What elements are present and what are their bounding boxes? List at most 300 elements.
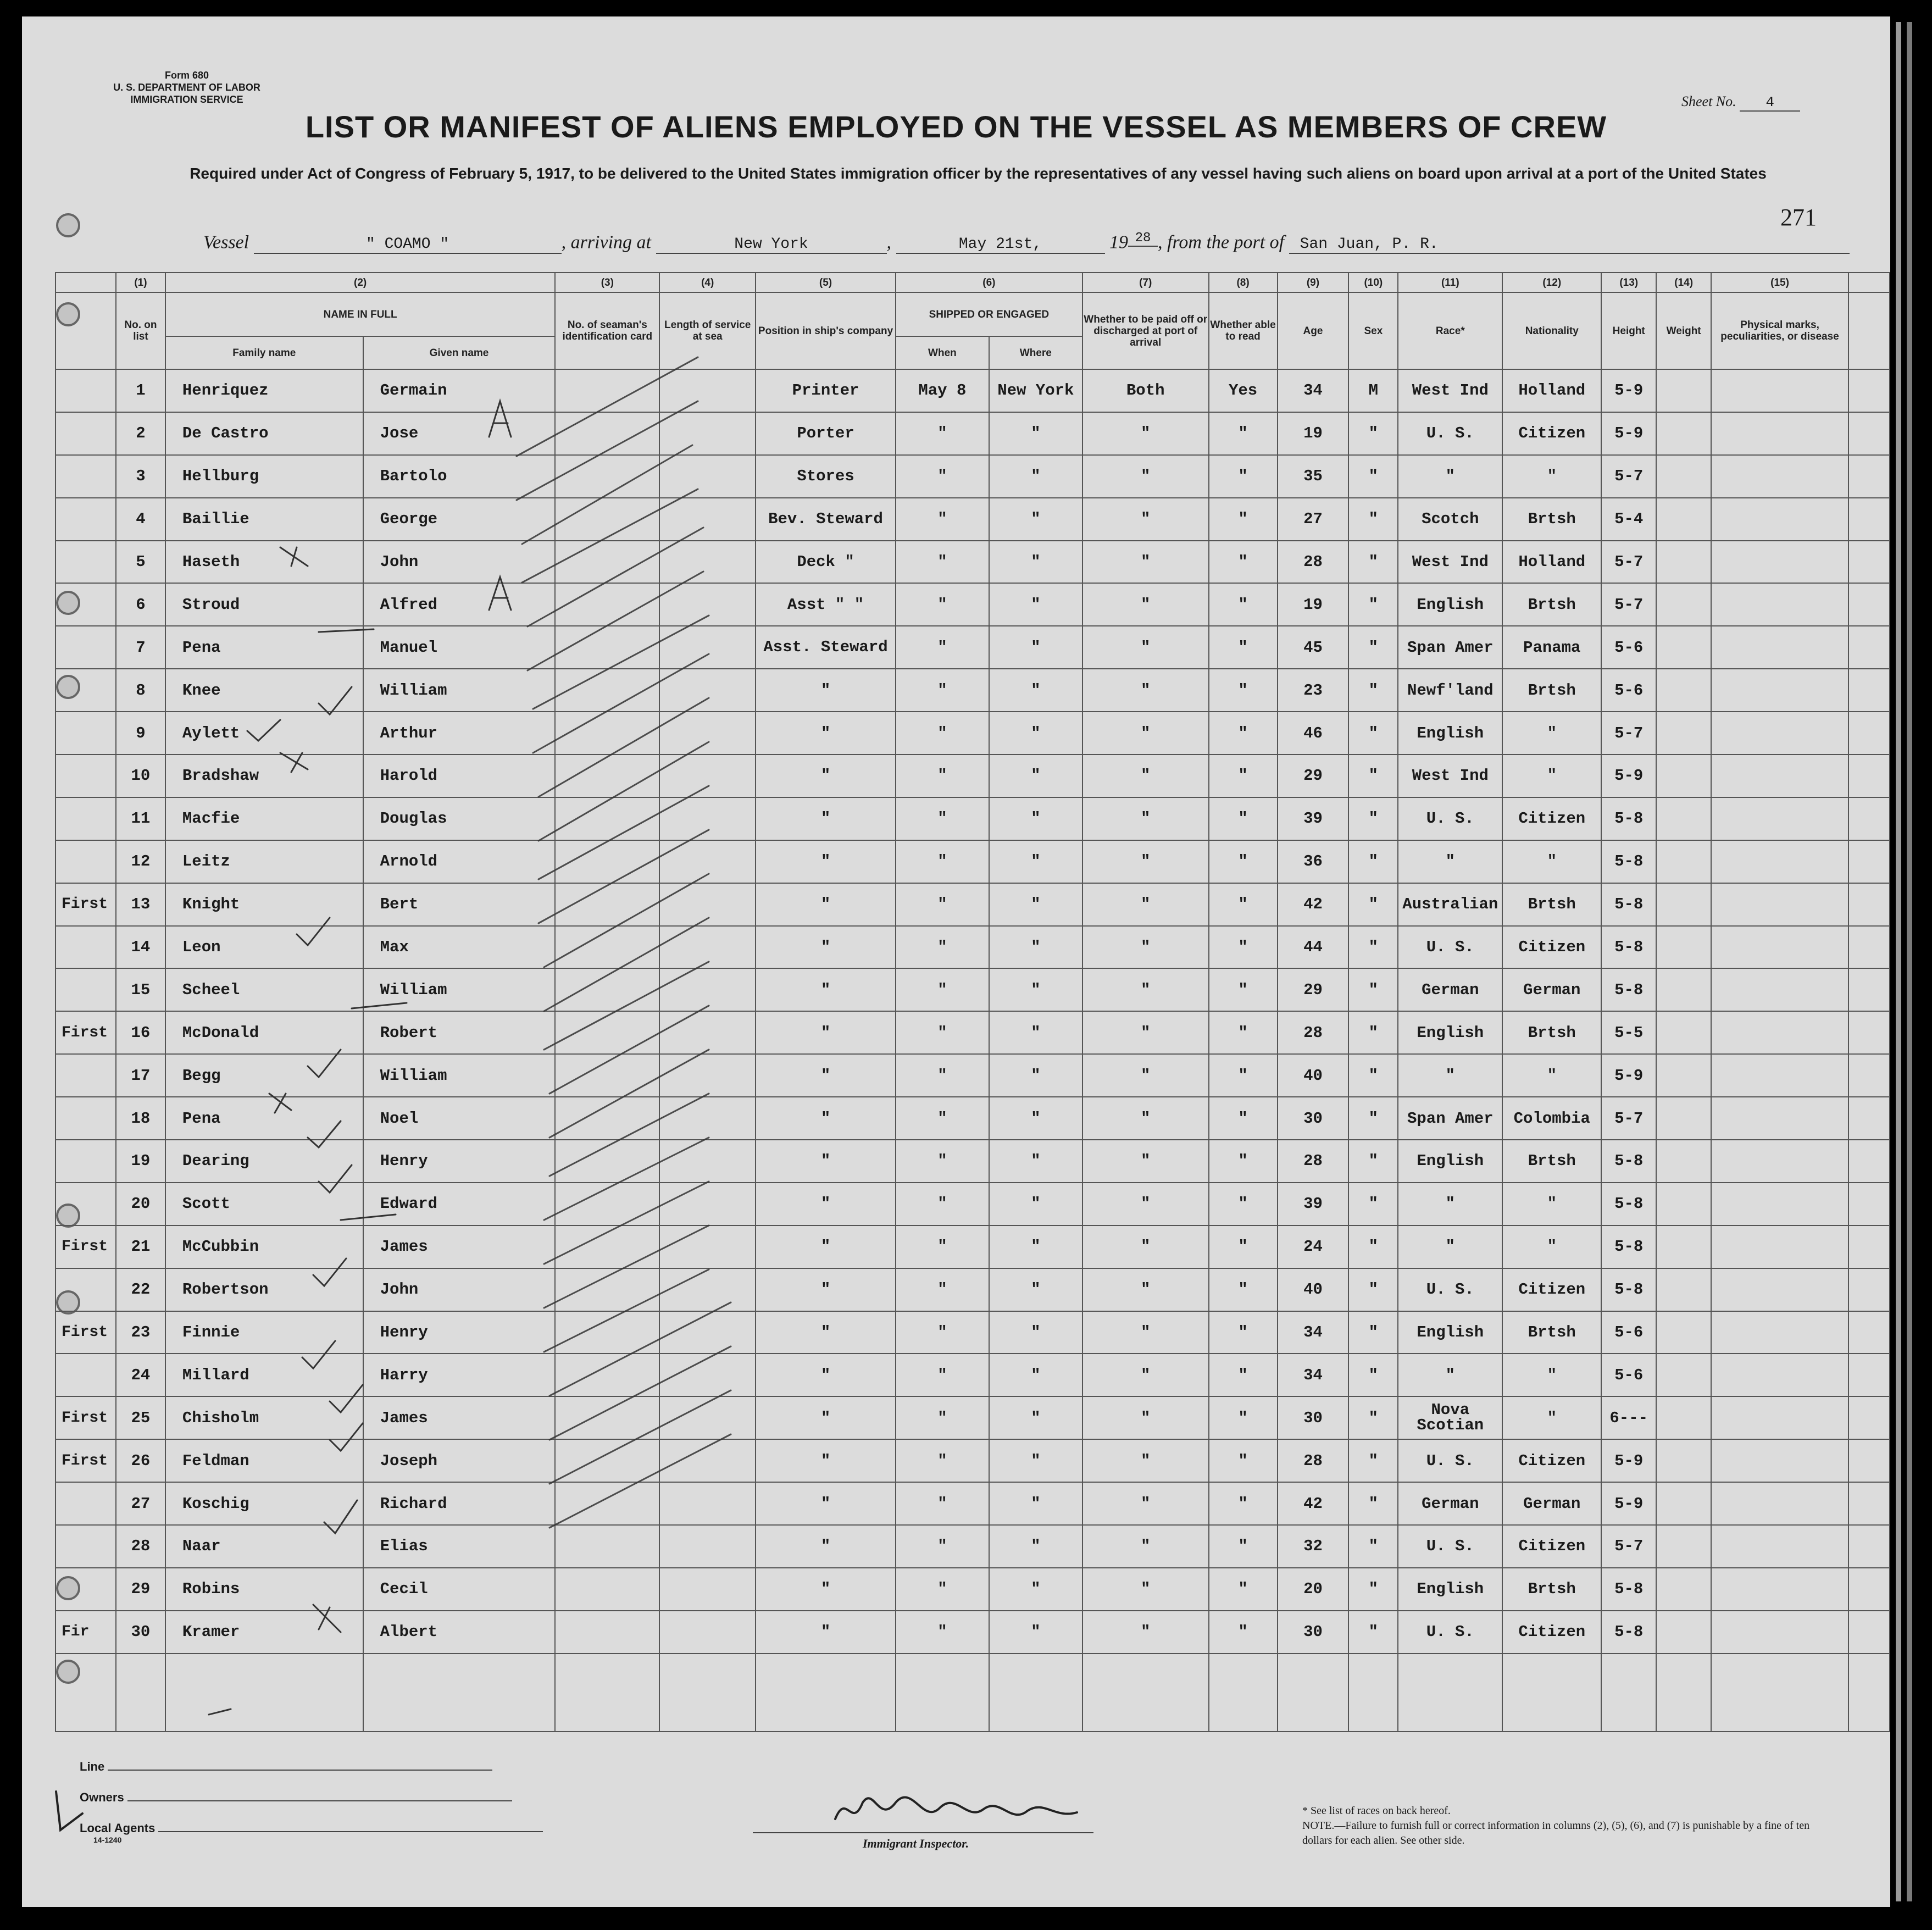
race-cell: English xyxy=(1398,583,1502,626)
column-number-row xyxy=(55,273,1890,292)
able-to-read: " xyxy=(1209,1183,1278,1225)
race-cell: West Ind xyxy=(1398,755,1502,797)
nationality-cell: " xyxy=(1502,840,1601,883)
height-cell: 5-7 xyxy=(1601,541,1656,584)
crew-row xyxy=(55,541,1890,584)
column-number: (12) xyxy=(1502,273,1601,292)
margin-pencil-mark xyxy=(56,1792,82,1830)
nationality-cell: Citizen xyxy=(1502,926,1601,969)
where-header: Where xyxy=(989,336,1082,369)
given-name: Harold xyxy=(363,755,556,797)
height-cell: 5-8 xyxy=(1601,1225,1656,1268)
blank-cell xyxy=(1502,1654,1601,1732)
first-mark: First xyxy=(55,1439,116,1482)
race-cell: U. S. xyxy=(1398,1525,1502,1568)
weight-cell xyxy=(1656,1482,1711,1525)
able-to-read: " xyxy=(1209,968,1278,1011)
position-cell: " xyxy=(756,968,896,1011)
margin-cell xyxy=(1848,883,1890,926)
position-cell: Asst. Steward xyxy=(756,626,896,669)
sex-cell: " xyxy=(1348,541,1398,584)
service-cell xyxy=(659,1311,756,1354)
family-name: McDonald xyxy=(165,1011,363,1054)
first-mark xyxy=(55,1140,116,1183)
margin-cell xyxy=(1848,1439,1890,1482)
weight-cell xyxy=(1656,1054,1711,1097)
able-to-read: " xyxy=(1209,883,1278,926)
nationality-cell: Citizen xyxy=(1502,412,1601,455)
able-to-read: " xyxy=(1209,1611,1278,1654)
paid-off-cell: " xyxy=(1082,840,1209,883)
shipped-when: " xyxy=(896,1225,989,1268)
marks-cell xyxy=(1711,583,1848,626)
given-name: Max xyxy=(363,926,556,969)
shipped-when: " xyxy=(896,1140,989,1183)
race-cell: Australian xyxy=(1398,883,1502,926)
year-suffix: 28 xyxy=(1128,231,1158,247)
margin-cell xyxy=(1848,626,1890,669)
first-mark xyxy=(55,755,116,797)
nationality-cell: Holland xyxy=(1502,541,1601,584)
marks-cell xyxy=(1711,669,1848,712)
shipped-where: " xyxy=(989,1354,1082,1396)
crew-row xyxy=(55,583,1890,626)
race-cell: Span Amer xyxy=(1398,626,1502,669)
sex-cell: " xyxy=(1348,498,1398,541)
margin-cell xyxy=(1848,1482,1890,1525)
family-name: Dearing xyxy=(165,1140,363,1183)
weight-header: Weight xyxy=(1656,292,1711,369)
column-number: (10) xyxy=(1348,273,1398,292)
blank-cell xyxy=(659,1654,756,1732)
paid-off-cell: " xyxy=(1082,1568,1209,1611)
given-name: Bert xyxy=(363,883,556,926)
given-name: Henry xyxy=(363,1140,556,1183)
id-card-cell xyxy=(555,1611,659,1654)
family-name: Leitz xyxy=(165,840,363,883)
shipped-where: " xyxy=(989,1183,1082,1225)
arriving-label: , arriving at xyxy=(561,232,651,253)
footnote-races: * See list of races on back hereof. xyxy=(1302,1805,1451,1817)
service-name: IMMIGRATION SERVICE xyxy=(130,94,243,105)
shipped-when: " xyxy=(896,1525,989,1568)
crew-row xyxy=(55,455,1890,498)
able-to-read: " xyxy=(1209,669,1278,712)
nationality-cell: German xyxy=(1502,968,1601,1011)
paid-off-cell: " xyxy=(1082,1011,1209,1054)
marks-cell xyxy=(1711,840,1848,883)
crew-row xyxy=(55,1140,1890,1183)
given-name: John xyxy=(363,541,556,584)
age-cell: 20 xyxy=(1278,1568,1349,1611)
race-cell: U. S. xyxy=(1398,412,1502,455)
height-cell: 5-6 xyxy=(1601,1311,1656,1354)
height-cell: 5-8 xyxy=(1601,1183,1656,1225)
weight-cell xyxy=(1656,583,1711,626)
service-cell xyxy=(659,1525,756,1568)
shipped-where: " xyxy=(989,926,1082,969)
column-number: (9) xyxy=(1278,273,1349,292)
race-cell: Newf'land xyxy=(1398,669,1502,712)
shipped-where: " xyxy=(989,968,1082,1011)
first-mark: First xyxy=(55,1225,116,1268)
shipped-where: " xyxy=(989,498,1082,541)
page-edge xyxy=(1896,22,1901,1901)
paid-off-cell: " xyxy=(1082,1611,1209,1654)
height-cell: 5-7 xyxy=(1601,1525,1656,1568)
race-cell: West Ind xyxy=(1398,541,1502,584)
weight-cell xyxy=(1656,541,1711,584)
shipped-where: " xyxy=(989,541,1082,584)
service-cell xyxy=(659,840,756,883)
height-header: Height xyxy=(1601,292,1656,369)
binder-hole xyxy=(56,213,80,237)
row-number: 16 xyxy=(116,1011,165,1054)
blank-cell xyxy=(1656,1654,1711,1732)
crew-row xyxy=(55,840,1890,883)
service-cell xyxy=(659,369,756,412)
row-number: 26 xyxy=(116,1439,165,1482)
given-name: Noel xyxy=(363,1097,556,1140)
weight-cell xyxy=(1656,1354,1711,1396)
shipped-where: " xyxy=(989,840,1082,883)
sex-cell: " xyxy=(1348,1311,1398,1354)
id-card-cell xyxy=(555,669,659,712)
marks-cell xyxy=(1711,797,1848,840)
sex-cell: " xyxy=(1348,968,1398,1011)
nationality-cell: Colombia xyxy=(1502,1097,1601,1140)
family-name: Chisholm xyxy=(165,1396,363,1439)
race-cell: U. S. xyxy=(1398,797,1502,840)
marks-cell xyxy=(1711,1439,1848,1482)
margin-cell xyxy=(1848,1183,1890,1225)
given-name: Douglas xyxy=(363,797,556,840)
able-to-read: Yes xyxy=(1209,369,1278,412)
margin-cell xyxy=(1848,1568,1890,1611)
row-number: 13 xyxy=(116,883,165,926)
local-agents-label: Local Agents xyxy=(80,1821,156,1835)
position-cell: " xyxy=(756,755,896,797)
row-number: 28 xyxy=(116,1525,165,1568)
position-cell: " xyxy=(756,1054,896,1097)
row-number: 4 xyxy=(116,498,165,541)
service-cell xyxy=(659,1611,756,1654)
family-name: Knight xyxy=(165,883,363,926)
able-to-read: " xyxy=(1209,1011,1278,1054)
race-cell: German xyxy=(1398,968,1502,1011)
sex-cell: " xyxy=(1348,1140,1398,1183)
race-cell: " xyxy=(1398,455,1502,498)
blank-cell xyxy=(1601,1654,1656,1732)
given-name: Germain xyxy=(363,369,556,412)
row-number: 30 xyxy=(116,1611,165,1654)
position-cell: " xyxy=(756,840,896,883)
age-cell: 23 xyxy=(1278,669,1349,712)
weight-cell xyxy=(1656,840,1711,883)
row-number: 9 xyxy=(116,712,165,755)
given-name: Manuel xyxy=(363,626,556,669)
family-name: Bradshaw xyxy=(165,755,363,797)
paid-off-cell: " xyxy=(1082,712,1209,755)
nationality-cell: Brtsh xyxy=(1502,583,1601,626)
sex-cell: " xyxy=(1348,455,1398,498)
given-name: William xyxy=(363,968,556,1011)
position-cell: " xyxy=(756,1396,896,1439)
first-mark xyxy=(55,1097,116,1140)
marks-cell xyxy=(1711,1396,1848,1439)
shipped-where: " xyxy=(989,1140,1082,1183)
paid-off-cell: " xyxy=(1082,755,1209,797)
sex-cell: " xyxy=(1348,1183,1398,1225)
shipped-when: " xyxy=(896,541,989,584)
height-cell: 5-7 xyxy=(1601,583,1656,626)
first-mark xyxy=(55,797,116,840)
service-cell xyxy=(659,1354,756,1396)
given-name: Albert xyxy=(363,1611,556,1654)
signature-scrawl xyxy=(835,1797,1077,1819)
sheet-number-value: 4 xyxy=(1740,94,1800,112)
weight-cell xyxy=(1656,1396,1711,1439)
given-name: Bartolo xyxy=(363,455,556,498)
sex-cell: " xyxy=(1348,1097,1398,1140)
page-title: LIST OR MANIFEST OF ALIENS EMPLOYED ON THE VESSEL AS MEMBERS OF CREW xyxy=(305,109,1607,144)
age-cell: 34 xyxy=(1278,1311,1349,1354)
weight-cell xyxy=(1656,1183,1711,1225)
nationality-cell: " xyxy=(1502,1354,1601,1396)
race-cell: U. S. xyxy=(1398,1439,1502,1482)
sex-cell: " xyxy=(1348,1396,1398,1439)
weight-cell xyxy=(1656,498,1711,541)
height-cell: 5-5 xyxy=(1601,1011,1656,1054)
crew-row xyxy=(55,1097,1890,1140)
family-name: Haseth xyxy=(165,541,363,584)
crew-rows xyxy=(55,369,1890,1732)
column-number: (5) xyxy=(756,273,896,292)
race-cell: " xyxy=(1398,1354,1502,1396)
position-cell: Deck " xyxy=(756,541,896,584)
first-mark xyxy=(55,1525,116,1568)
able-to-read: " xyxy=(1209,412,1278,455)
able-to-read: " xyxy=(1209,1268,1278,1311)
sex-cell: " xyxy=(1348,840,1398,883)
position-cell: " xyxy=(756,797,896,840)
marks-cell xyxy=(1711,968,1848,1011)
position-cell: " xyxy=(756,669,896,712)
margin-cell xyxy=(1848,541,1890,584)
footnote-penalty: NOTE.—Failure to furnish full or correct information in columns (2), (5), (6), and (7) is punishable by a fine of ten dollars for each alien. See other side. xyxy=(1302,1820,1810,1846)
position-cell: " xyxy=(756,1568,896,1611)
crew-row xyxy=(55,669,1890,712)
margin-cell xyxy=(1848,1011,1890,1054)
id-card-cell xyxy=(555,968,659,1011)
paid-off-cell: " xyxy=(1082,1097,1209,1140)
margin-cell xyxy=(1848,669,1890,712)
able-to-read: " xyxy=(1209,1311,1278,1354)
age-cell: 30 xyxy=(1278,1611,1349,1654)
paid-off-cell: " xyxy=(1082,1396,1209,1439)
weight-cell xyxy=(1656,412,1711,455)
family-name: Pena xyxy=(165,1097,363,1140)
able-to-read: " xyxy=(1209,1225,1278,1268)
margin-cell xyxy=(1848,755,1890,797)
first-mark xyxy=(55,626,116,669)
race-cell: English xyxy=(1398,1140,1502,1183)
paid-off-cell: " xyxy=(1082,883,1209,926)
able-to-read: " xyxy=(1209,712,1278,755)
sex-cell: " xyxy=(1348,1011,1398,1054)
shipped-where: " xyxy=(989,1525,1082,1568)
service-cell xyxy=(659,926,756,969)
sex-cell: " xyxy=(1348,669,1398,712)
race-cell: Scotch xyxy=(1398,498,1502,541)
paid-off-cell: " xyxy=(1082,1482,1209,1525)
column-number: (15) xyxy=(1711,273,1848,292)
marks-cell xyxy=(1711,455,1848,498)
position-cell: " xyxy=(756,1225,896,1268)
family-name: Aylett xyxy=(165,712,363,755)
paid-off-cell: " xyxy=(1082,455,1209,498)
paid-off-cell: " xyxy=(1082,1225,1209,1268)
margin-cell xyxy=(1848,1311,1890,1354)
race-cell: U. S. xyxy=(1398,926,1502,969)
able-to-read: " xyxy=(1209,926,1278,969)
height-cell: 5-8 xyxy=(1601,1611,1656,1654)
id-card-cell xyxy=(555,1097,659,1140)
blank-row xyxy=(55,1654,1890,1732)
marks-cell xyxy=(1711,369,1848,412)
first-mark xyxy=(55,1183,116,1225)
crew-row xyxy=(55,1439,1890,1482)
service-cell xyxy=(659,1568,756,1611)
age-cell: 28 xyxy=(1278,541,1349,584)
shipped-where: " xyxy=(989,1482,1082,1525)
blank-cell xyxy=(555,1654,659,1732)
marks-cell xyxy=(1711,541,1848,584)
id-card-cell xyxy=(555,369,659,412)
given-name: Jose xyxy=(363,412,556,455)
sex-cell: " xyxy=(1348,1482,1398,1525)
first-mark xyxy=(55,968,116,1011)
marks-cell xyxy=(1711,1482,1848,1525)
row-number: 29 xyxy=(116,1568,165,1611)
row-number: 25 xyxy=(116,1396,165,1439)
family-name: Pena xyxy=(165,626,363,669)
crew-row xyxy=(55,1568,1890,1611)
weight-cell xyxy=(1656,1568,1711,1611)
vessel-name: " COAMO " xyxy=(254,236,562,254)
shipped-where: " xyxy=(989,1439,1082,1482)
shipped-where: " xyxy=(989,797,1082,840)
height-cell: 5-8 xyxy=(1601,1568,1656,1611)
service-cell xyxy=(659,1439,756,1482)
nationality-cell: Brtsh xyxy=(1502,883,1601,926)
marks-cell xyxy=(1711,712,1848,755)
able-to-read: " xyxy=(1209,455,1278,498)
family-name: Henriquez xyxy=(165,369,363,412)
race-cell: English xyxy=(1398,1011,1502,1054)
shipped-when: " xyxy=(896,1611,989,1654)
age-cell: 28 xyxy=(1278,1011,1349,1054)
height-cell: 5-8 xyxy=(1601,840,1656,883)
shipped-when: " xyxy=(896,1354,989,1396)
height-cell: 5-9 xyxy=(1601,755,1656,797)
given-name: Arthur xyxy=(363,712,556,755)
paid-off-cell: " xyxy=(1082,1140,1209,1183)
crew-row xyxy=(55,1482,1890,1525)
age-cell: 29 xyxy=(1278,755,1349,797)
weight-cell xyxy=(1656,797,1711,840)
given-name: Henry xyxy=(363,1311,556,1354)
height-cell: 5-8 xyxy=(1601,883,1656,926)
height-cell: 5-8 xyxy=(1601,1268,1656,1311)
shipped-when: " xyxy=(896,1054,989,1097)
first-mark: First xyxy=(55,1011,116,1054)
age-cell: 30 xyxy=(1278,1396,1349,1439)
weight-cell xyxy=(1656,455,1711,498)
shipped-when: " xyxy=(896,1396,989,1439)
marks-cell xyxy=(1711,1525,1848,1568)
age-cell: 34 xyxy=(1278,1354,1349,1396)
able-to-read: " xyxy=(1209,1097,1278,1140)
row-number: 8 xyxy=(116,669,165,712)
given-name: Richard xyxy=(363,1482,556,1525)
sex-cell: " xyxy=(1348,1439,1398,1482)
id-card-cell xyxy=(555,840,659,883)
blank-cell xyxy=(116,1654,165,1732)
id-card-cell xyxy=(555,1525,659,1568)
row-number: 23 xyxy=(116,1311,165,1354)
position-cell: " xyxy=(756,1268,896,1311)
row-number: 11 xyxy=(116,797,165,840)
able-to-read: " xyxy=(1209,583,1278,626)
service-cell xyxy=(659,583,756,626)
id-card-header: No. of seaman's identification card xyxy=(555,292,659,369)
shipped-where: " xyxy=(989,583,1082,626)
row-number: 27 xyxy=(116,1482,165,1525)
margin-cell xyxy=(1848,369,1890,412)
family-name: De Castro xyxy=(165,412,363,455)
service-cell xyxy=(659,1140,756,1183)
able-to-read: " xyxy=(1209,755,1278,797)
family-name: Finnie xyxy=(165,1311,363,1354)
margin-header xyxy=(55,292,116,369)
age-cell: 36 xyxy=(1278,840,1349,883)
margin-cell xyxy=(1848,1611,1890,1654)
shipped-when: " xyxy=(896,968,989,1011)
age-cell: 40 xyxy=(1278,1268,1349,1311)
weight-cell xyxy=(1656,712,1711,755)
able-to-read: " xyxy=(1209,1568,1278,1611)
given-name: Robert xyxy=(363,1011,556,1054)
row-number: 19 xyxy=(116,1140,165,1183)
weight-cell xyxy=(1656,755,1711,797)
position-cell: Bev. Steward xyxy=(756,498,896,541)
family-name: Knee xyxy=(165,669,363,712)
first-mark xyxy=(55,840,116,883)
given-name: William xyxy=(363,669,556,712)
row-number: 12 xyxy=(116,840,165,883)
column-number: (4) xyxy=(659,273,756,292)
race-cell: Nova Scotian xyxy=(1398,1396,1502,1439)
family-name: Hellburg xyxy=(165,455,363,498)
shipped-where: " xyxy=(989,669,1082,712)
page-edge xyxy=(1907,22,1912,1901)
nationality-cell: Brtsh xyxy=(1502,1140,1601,1183)
marks-header: Physical marks, peculiarities, or disease xyxy=(1711,292,1848,369)
marks-cell xyxy=(1711,1225,1848,1268)
height-cell: 6--- xyxy=(1601,1396,1656,1439)
first-mark xyxy=(55,712,116,755)
